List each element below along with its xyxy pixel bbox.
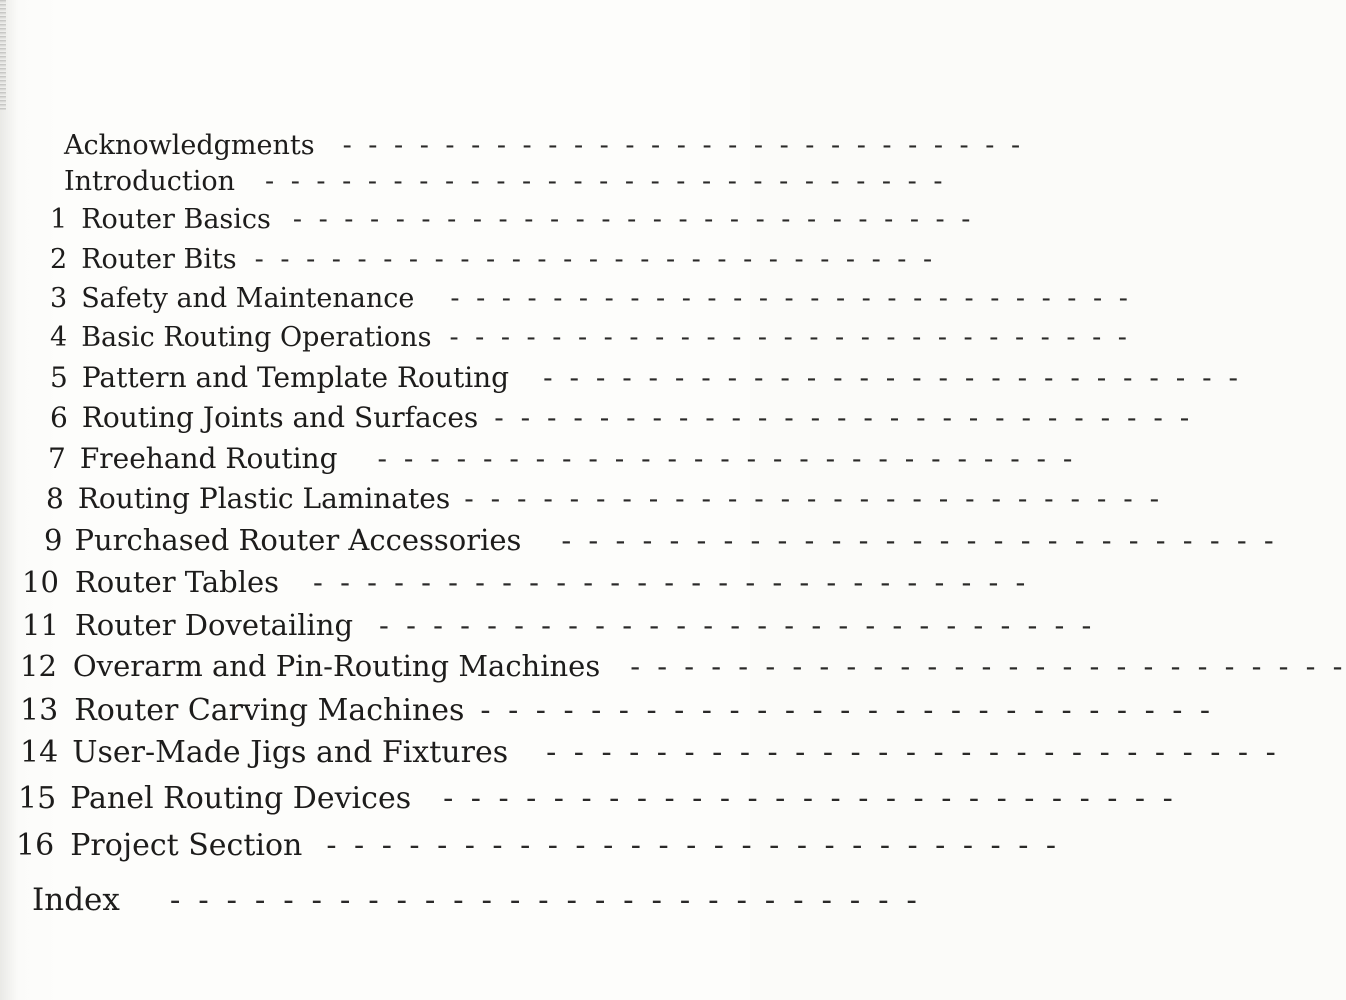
toc-title: Basic Routing Operations (81, 322, 432, 353)
toc-entry-chapter-4 (50, 322, 1131, 353)
toc-entry-chapter-7 (48, 442, 1077, 475)
toc-entry-chapter-6 (50, 401, 1194, 434)
toc-leader: - - - - - - - - - - - - - - - - - - - - - - - - - - - (464, 482, 1164, 515)
toc-title: Acknowledgments (64, 130, 315, 161)
toc-number: 4 (50, 322, 68, 353)
toc-title: Freehand Routing (79, 442, 338, 475)
toc-number: 1 (50, 204, 68, 235)
toc-entry-chapter-13 (20, 693, 1215, 728)
toc-number: 5 (50, 361, 68, 394)
toc-entry-acknowledgments (50, 130, 1025, 161)
toc-entry-chapter-15 (18, 781, 1177, 816)
toc-number: 14 (20, 735, 59, 770)
toc-leader: - - - - - - - - - - - - - - - - - - - - - - - - - - - (265, 166, 947, 197)
toc-leader: - - - - - - - - - - - - - - - - - - - - - - - - - - - (254, 244, 937, 275)
toc-leader: - - - - - - - - - - - - - - - - - - - - - - - - - - - (449, 322, 1131, 353)
toc-title: Pattern and Template Routing (81, 361, 510, 394)
toc-entry-chapter-12 (20, 649, 1346, 683)
toc-entry-chapter-5 (50, 361, 1242, 394)
toc-title: Index (32, 882, 120, 918)
toc-entry-chapter-8 (46, 482, 1164, 515)
toc-entry-chapter-9 (44, 523, 1278, 557)
toc-number: 11 (22, 608, 59, 642)
toc-entry-chapter-2 (50, 244, 937, 275)
toc-number: 13 (20, 693, 59, 728)
toc-title: Router Bits (81, 244, 237, 275)
toc-number: 3 (50, 283, 68, 314)
toc-entry-chapter-16 (16, 828, 1061, 863)
toc-leader: - - - - - - - - - - - - - - - - - - - - - - - - - - - (480, 693, 1215, 728)
toc-leader: - - - - - - - - - - - - - - - - - - - - - - - - - - - (326, 828, 1061, 863)
toc-title: Router Carving Machines (74, 693, 465, 728)
toc-number: 10 (22, 565, 59, 599)
toc-leader: - - - - - - - - - - - - - - - - - - - - - - - - - - - (450, 283, 1132, 314)
toc-title: Router Basics (81, 204, 271, 235)
toc-leader: - - - - - - - - - - - - - - - - - - - - - - - - - - - (546, 735, 1280, 770)
toc-entry-index (16, 882, 921, 918)
toc-number: 7 (48, 442, 66, 475)
toc-leader: - - - - - - - - - - - - - - - - - - - - - - - - - - - (313, 565, 1030, 599)
toc-entry-introduction (50, 166, 947, 197)
toc-entry-chapter-11 (22, 608, 1096, 642)
toc-title: Router Tables (74, 565, 280, 599)
toc-leader: - - - - - - - - - - - - - - - - - - - - - - - - - - - (169, 882, 921, 918)
toc-title: Router Dovetailing (74, 608, 354, 642)
toc-title: Introduction (64, 166, 235, 197)
toc-entry-chapter-10 (22, 565, 1030, 599)
toc-title: Overarm and Pin-Routing Machines (72, 649, 601, 683)
toc-leader: - - - - - - - - - - - - - - - - - - - - - - - - - - - (377, 442, 1077, 475)
toc-entry-chapter-1 (50, 204, 975, 235)
toc-title: User-Made Jigs and Fixtures (72, 735, 509, 770)
toc-number: 16 (16, 828, 55, 863)
toc-number: 9 (44, 523, 63, 557)
toc-title: Routing Joints and Surfaces (81, 401, 479, 434)
toc-leader: - - - - - - - - - - - - - - - - - - - - - - - - - - - (292, 204, 975, 235)
toc-title: Panel Routing Devices (70, 781, 412, 816)
toc-leader: - - - - - - - - - - - - - - - - - - - - - - - - - - - (342, 130, 1025, 161)
toc-leader: - - - - - - - - - - - - - - - - - - - - - - - - - - - (443, 781, 1177, 816)
toc-number: 2 (50, 244, 68, 275)
toc-number: 15 (18, 781, 57, 816)
toc-title: Safety and Maintenance (81, 283, 415, 314)
toc-leader: - - - - - - - - - - - - - - - - - - - - - - - - - - - (630, 649, 1346, 683)
toc-leader: - - - - - - - - - - - - - - - - - - - - - - - - - - - (561, 523, 1278, 557)
toc-title: Purchased Router Accessories (74, 523, 522, 557)
toc-number: 8 (46, 482, 64, 515)
toc-leader: - - - - - - - - - - - - - - - - - - - - - - - - - - - (379, 608, 1096, 642)
toc-title: Project Section (70, 828, 303, 863)
toc-leader: - - - - - - - - - - - - - - - - - - - - - - - - - - - (543, 361, 1242, 394)
toc-leader: - - - - - - - - - - - - - - - - - - - - - - - - - - - (494, 401, 1194, 434)
toc-number: 6 (50, 401, 68, 434)
toc-entry-chapter-3 (50, 283, 1132, 314)
toc-title: Routing Plastic Laminates (77, 482, 451, 515)
toc-entry-chapter-14 (20, 735, 1280, 770)
toc-number: 12 (20, 649, 57, 683)
